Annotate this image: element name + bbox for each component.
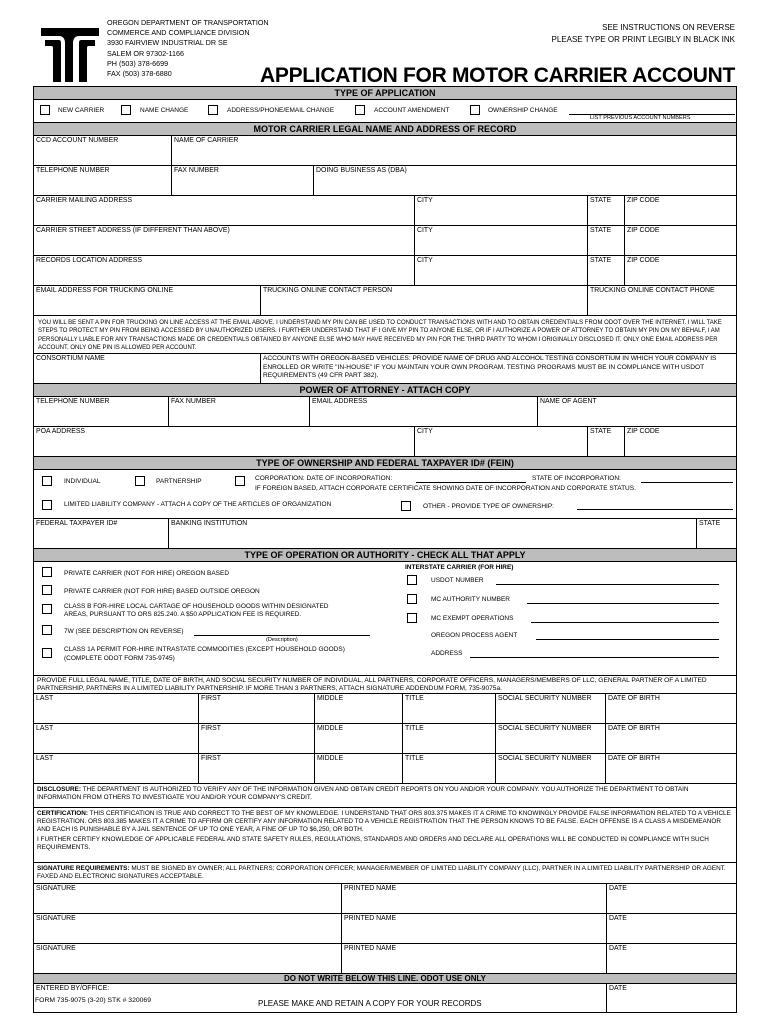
- agency-line: 3930 FAIRVIEW INDUSTRIAL DR SE: [107, 38, 228, 48]
- section-ownership: TYPE OF OWNERSHIP AND FEDERAL TAXPAYER ID# (FEIN): [34, 457, 736, 470]
- certification-paragraph: [37, 810, 733, 835]
- form-row: [34, 519, 736, 549]
- printed-name-field[interactable]: PRINTED NAME: [342, 884, 607, 913]
- carrier-name-field[interactable]: NAME OF CARRIER: [174, 137, 239, 144]
- section-legal-name: MOTOR CARRIER LEGAL NAME AND ADDRESS OF RECORD: [34, 123, 736, 136]
- poa-state-field[interactable]: STATE: [588, 427, 625, 456]
- ownership-change-label: OWNERSHIP CHANGE: [488, 107, 558, 114]
- form-row: [34, 166, 736, 196]
- mc-authority-checkbox[interactable]: [407, 594, 417, 604]
- officer-middle-field[interactable]: MIDDLE: [315, 694, 403, 723]
- poa-telephone-field[interactable]: TELEPHONE NUMBER: [34, 397, 169, 426]
- class-b-checkbox[interactable]: [42, 604, 52, 614]
- officer-ssn-field[interactable]: SOCIAL SECURITY NUMBER: [496, 724, 606, 753]
- mc-exempt-line[interactable]: [531, 622, 719, 623]
- foreign-note: IF FOREIGN BASED, ATTACH CORPORATE CERTIFICATE SHOWING DATE OF INCORPORATION AND CORPORATE STATUS.: [255, 485, 636, 492]
- page-title: APPLICATION FOR MOTOR CARRIER ACCOUNT: [260, 64, 735, 87]
- partnership-label: PARTNERSHIP: [156, 478, 202, 485]
- poa-address-field[interactable]: POA ADDRESS: [34, 427, 415, 456]
- certification-label: CERTIFICATION:: [37, 810, 88, 817]
- fein-field[interactable]: FEDERAL TAXPAYER ID#: [34, 519, 169, 548]
- new-carrier-checkbox[interactable]: [40, 105, 50, 115]
- private-outside-label: PRIVATE CARRIER (NOT FOR HIRE) BASED OUTSIDE OREGON: [64, 588, 260, 595]
- officer-last-field[interactable]: LAST: [34, 754, 199, 783]
- name-change-checkbox[interactable]: [121, 105, 131, 115]
- form-row: [34, 136, 736, 166]
- dba-field[interactable]: DOING BUSINESS AS (DBA): [316, 167, 407, 174]
- signature-date-field[interactable]: DATE: [609, 945, 627, 952]
- officer-row: [34, 754, 736, 784]
- street-city-field[interactable]: CITY: [415, 226, 588, 255]
- signature-date-field[interactable]: DATE: [609, 885, 627, 892]
- form-row: [34, 226, 736, 256]
- officer-dob-field[interactable]: DATE OF BIRTH: [608, 695, 660, 702]
- other-ownership-label: OTHER - PROVIDE TYPE OF OWNERSHIP:: [423, 503, 554, 510]
- agency-line: PH (503) 378-6699: [107, 58, 169, 68]
- telephone-field[interactable]: TELEPHONE NUMBER: [34, 166, 172, 195]
- poa-fax-field[interactable]: FAX NUMBER: [169, 397, 310, 426]
- signature-requirements-text: MUST BE SIGNED BY OWNER; ALL PARTNERS; CORPORATION OFFICER; MANAGER/MEMBER OF LIMITED LIABILITY COMPANY (LLC), PARTNER IN A LIMITED LIABILITY PARTNERSHIP OR AGENT. FAXED AND ELECTRONIC SIGNATURES ACCEPTABLE.: [37, 865, 726, 881]
- form-row: [34, 256, 736, 286]
- section-type-of-application: TYPE OF APPLICATION: [34, 87, 736, 100]
- class-b-label-1: CLASS B FOR-HIRE LOCAL CARTAGE OF HOUSEHOLD GOODS WITHIN DESIGNATED: [64, 603, 329, 610]
- records-zip-field[interactable]: ZIP CODE: [627, 257, 660, 264]
- signature-field[interactable]: SIGNATURE: [34, 884, 342, 913]
- officer-first-field[interactable]: FIRST: [199, 694, 315, 723]
- poa-email-field[interactable]: EMAIL ADDRESS: [310, 397, 538, 426]
- ccd-account-field[interactable]: CCD ACCOUNT NUMBER: [34, 136, 172, 165]
- usdot-label: USDOT NUMBER: [431, 577, 484, 584]
- name-change-label: NAME CHANGE: [140, 107, 189, 114]
- individual-label: INDIVIDUAL: [64, 478, 101, 485]
- agency-line: COMMERCE AND COMPLIANCE DIVISION: [107, 28, 250, 38]
- instructions-line: SEE INSTRUCTIONS ON REVERSE: [602, 23, 735, 32]
- partnership-checkbox[interactable]: [135, 476, 145, 486]
- signature-requirements: [34, 863, 736, 883]
- mc-authority-line[interactable]: [527, 603, 719, 604]
- form-number: FORM 735-9075 (3-20) STK # 320069: [35, 997, 151, 1004]
- officer-title-field[interactable]: TITLE: [403, 754, 496, 783]
- officer-dob-field[interactable]: DATE OF BIRTH: [608, 725, 660, 732]
- mailing-zip-field[interactable]: ZIP CODE: [627, 197, 660, 204]
- private-outside-checkbox[interactable]: [42, 585, 52, 595]
- contact-phone-field[interactable]: TRUCKING ONLINE CONTACT PHONE: [590, 287, 715, 294]
- seven-w-checkbox[interactable]: [42, 625, 52, 635]
- banking-institution-field[interactable]: BANKING INSTITUTION: [169, 519, 697, 548]
- class-1a-label-2: (COMPLETE ODOT FORM 735-9745): [64, 655, 175, 662]
- application-form: [33, 86, 737, 1013]
- mc-authority-label: MC AUTHORITY NUMBER: [431, 596, 510, 603]
- officer-title-field[interactable]: TITLE: [403, 694, 496, 723]
- instructions: [552, 22, 735, 45]
- printed-name-field[interactable]: PRINTED NAME: [342, 914, 607, 943]
- officer-last-field[interactable]: LAST: [34, 724, 199, 753]
- officer-first-field[interactable]: FIRST: [199, 754, 315, 783]
- class-1a-label-1: CLASS 1A PERMIT FOR-HIRE INTRASTATE COMMODITIES (EXCEPT HOUSEHOLD GOODS): [64, 646, 345, 653]
- street-state-field[interactable]: STATE: [588, 226, 625, 255]
- previous-accounts-label: LIST PREVIOUS ACCOUNT NUMBERS: [590, 115, 691, 121]
- mailing-state-field[interactable]: STATE: [588, 196, 625, 225]
- records-address-field[interactable]: RECORDS LOCATION ADDRESS: [34, 256, 415, 285]
- fax-field[interactable]: FAX NUMBER: [172, 166, 314, 195]
- seven-w-description-line[interactable]: [194, 635, 370, 636]
- signature-field[interactable]: SIGNATURE: [34, 944, 342, 973]
- operation-options: [34, 562, 736, 676]
- signature-requirements-label: SIGNATURE REQUIREMENTS:: [37, 865, 130, 872]
- records-state-field[interactable]: STATE: [588, 256, 625, 285]
- ownership-options: [34, 470, 736, 519]
- section-power-of-attorney: POWER OF ATTORNEY - ATTACH COPY: [34, 384, 736, 397]
- disclosure-text: THE DEPARTMENT IS AUTHORIZED TO VERIFY ANY OF THE INFORMATION GIVEN AND OBTAIN CREDIT REPORTS ON YOU AND/OR YOUR COMPANY. YOU AUTHORIZE THE DEPARTMENT TO OBTAIN INFORMATION FROM OTHERS TO INVESTIGATE YOU AND/OR YOUR COMPANY'S CREDIT.: [37, 786, 689, 802]
- agency-line: FAX (503) 378-6880: [107, 69, 172, 79]
- llc-checkbox[interactable]: [42, 500, 52, 510]
- section-odot-only: DO NOT WRITE BELOW THIS LINE. ODOT USE ONLY: [34, 974, 736, 984]
- agency-line: OREGON DEPARTMENT OF TRANSPORTATION: [107, 18, 269, 27]
- agency-line: SALEM OR 97302-1166: [107, 48, 184, 58]
- street-address-field[interactable]: CARRIER STREET ADDRESS (IF DIFFERENT THAN ABOVE): [34, 226, 415, 255]
- officer-title-field[interactable]: TITLE: [403, 724, 496, 753]
- agency-address: [107, 18, 269, 79]
- process-agent-line[interactable]: [536, 639, 719, 640]
- incorporation-state-line[interactable]: [641, 482, 733, 483]
- mailing-address-field[interactable]: CARRIER MAILING ADDRESS: [34, 196, 415, 225]
- poa-zip-field[interactable]: ZIP CODE: [627, 428, 660, 435]
- ownership-change-checkbox[interactable]: [470, 105, 480, 115]
- address-change-checkbox[interactable]: [208, 105, 218, 115]
- odot-logo: [39, 26, 101, 84]
- other-ownership-checkbox[interactable]: [401, 501, 411, 511]
- corporation-checkbox[interactable]: [235, 476, 245, 486]
- mc-exempt-checkbox[interactable]: [407, 613, 417, 623]
- officer-row: [34, 693, 736, 724]
- disclosure: [34, 784, 736, 808]
- officer-last-field[interactable]: LAST: [34, 694, 199, 723]
- incorporation-state-label: STATE OF INCORPORATION:: [532, 475, 621, 482]
- certification-text-2: I FURTHER CERTIFY KNOWLEDGE OF APPLICABLE FEDERAL AND STATE SAFETY RULES, REGULATIONS, STANDARDS AND ORDERS AND DECLARE ALL OPERATIONS WILL BE CONDUCTED IN COMPLIANCE WITH SUCH REQUIREMENTS.: [37, 835, 709, 851]
- account-amendment-label: ACCOUNT AMENDMENT: [374, 107, 450, 114]
- form-row: [34, 286, 736, 316]
- signature-row: [34, 914, 736, 944]
- incorporation-date-line[interactable]: [416, 482, 526, 483]
- form-row: [34, 427, 736, 457]
- odot-date-field[interactable]: DATE: [609, 985, 627, 992]
- officer-middle-field[interactable]: MIDDLE: [315, 754, 403, 783]
- private-oregon-label: PRIVATE CARRIER (NOT FOR HIRE) OREGON BASED: [64, 570, 230, 577]
- officer-middle-field[interactable]: MIDDLE: [315, 724, 403, 753]
- usdot-checkbox[interactable]: [407, 575, 417, 585]
- contact-person-field[interactable]: TRUCKING ONLINE CONTACT PERSON: [261, 286, 588, 315]
- corporation-label: CORPORATION: DATE OF INCORPORATION:: [255, 475, 393, 482]
- mailing-city-field[interactable]: CITY: [415, 196, 588, 225]
- individual-checkbox[interactable]: [42, 476, 52, 486]
- disclosure-label: DISCLOSURE:: [37, 786, 82, 793]
- class-1a-checkbox[interactable]: [42, 648, 52, 658]
- certification-text: THIS CERTIFICATION IS TRUE AND CORRECT TO THE BEST OF MY KNOWLEDGE. I UNDERSTAND THAT ORS 803.375 MAKES IT A CRIME TO KNOWINGLY PROVIDE FALSE INFORMATION RELATED TO A VEHICLE REGISTRATION. ORS 803.385 MAKES IT A CRIME TO AFFIRM OR CERTIFY ANY INFORMATION RELATED TO A VEHICLE REGISTRATION THAT THE PERSON KNOWS TO BE FALSE. EACH OFFENSE IS A CLASS A MISDEMEANOR AND EACH IS PUNISHABLE BY A JAIL SENTENCE OF UP TO ONE YEAR, A FINE OF UP TO $6,250, OR BOTH.: [37, 810, 731, 834]
- email-field[interactable]: EMAIL ADDRESS FOR TRUCKING ONLINE: [34, 286, 261, 315]
- class-b-label-2: AREAS, PURSUANT TO ORS 825.240. A $50 APPLICATION FEE IS REQUIRED.: [64, 611, 302, 618]
- llc-label: LIMITED LIABILITY COMPANY - ATTACH A COPY OF THE ARTICLES OF ORGANIZATION: [64, 501, 332, 508]
- form-header: [33, 18, 737, 86]
- form-row: [34, 354, 736, 384]
- application-type-row: [34, 100, 736, 123]
- bank-state-field[interactable]: STATE: [699, 520, 721, 527]
- account-amendment-checkbox[interactable]: [355, 105, 365, 115]
- process-agent-label: OREGON PROCESS AGENT: [431, 632, 518, 639]
- street-zip-field[interactable]: ZIP CODE: [627, 227, 660, 234]
- retain-copy-note: PLEASE MAKE AND RETAIN A COPY FOR YOUR RECORDS: [258, 999, 482, 1008]
- signature-row: [34, 883, 736, 914]
- consortium-notice: ACCOUNTS WITH OREGON-BASED VEHICLES: PROVIDE NAME OF DRUG AND ALCOHOL TESTING CONSORTIUM IN WHICH YOUR COMPANY IS ENROLLED OR WRITE "IN-HOUSE" IF YOU MAINTAIN YOUR OWN PROGRAM. TESTING PROGRAMS MUST BE IN COMPLIANCE WITH USDOT REQUIREMENTS (49 CFR PART 382).: [263, 355, 717, 380]
- printed-name-field[interactable]: PRINTED NAME: [342, 944, 607, 973]
- seven-w-label: 7W (SEE DESCRIPTION ON REVERSE): [64, 628, 184, 635]
- form-row: [34, 196, 736, 226]
- private-oregon-checkbox[interactable]: [42, 567, 52, 577]
- address-change-label: ADDRESS/PHONE/EMAIL CHANGE: [227, 107, 335, 114]
- signature-row: [34, 944, 736, 974]
- pin-notice: YOU WILL BE SENT A PIN FOR TRUCKING ON LINE ACCESS AT THE EMAIL ABOVE. I UNDERSTAND MY PIN CAN BE USED TO CONDUCT TRANSACTIONS WITH AND TO OBTAIN CREDENTIALS FROM ODOT OVER THE INTERNET. I WILL TAKE STEPS TO PROTECT MY PIN FROM BEING ACCESSED BY UNAUTHORIZED USERS. I FURTHER UNDERSTAND THAT IF I GIVE MY PIN TO ANYONE ELSE, OR IF I AUTHORIZE A POWER OF ATTORNEY TO OBTAIN MY PIN ON MY BEHALF, I AM PERSONALLY LIABLE FOR ANY TRANSACTIONS MADE OR CREDENTIALS OBTAINED BY ANYONE ELSE WHO MAY HAVE RECEIVED MY PIN FOR THE THIRD PARTY TO WHOM I ORIGINALLY DISCLOSED IT. ONLY ONE EMAIL ADDRESS PER ACCOUNT. ONLY ONE PIN IS ALLOWED PER ACCOUNT.: [34, 316, 736, 354]
- agent-name-field[interactable]: NAME OF AGENT: [540, 398, 597, 405]
- interstate-heading: INTERSTATE CARRIER (FOR HIRE): [405, 564, 514, 571]
- officer-dob-field[interactable]: DATE OF BIRTH: [608, 755, 660, 762]
- entered-by-field[interactable]: ENTERED BY/OFFICE:: [34, 984, 607, 1012]
- signature-date-field[interactable]: DATE: [609, 915, 627, 922]
- form-row: [34, 397, 736, 427]
- usdot-line[interactable]: [496, 584, 719, 585]
- instructions-line: PLEASE TYPE OR PRINT LEGIBLY IN BLACK INK: [551, 34, 735, 44]
- consortium-field[interactable]: CONSORTIUM NAME: [34, 354, 261, 383]
- mc-exempt-label: MC EXEMPT OPERATIONS: [431, 615, 514, 622]
- officer-first-field[interactable]: FIRST: [199, 724, 315, 753]
- description-caption: (Description): [266, 637, 298, 643]
- officer-ssn-field[interactable]: SOCIAL SECURITY NUMBER: [496, 694, 606, 723]
- poa-city-field[interactable]: CITY: [415, 427, 588, 456]
- new-carrier-label: NEW CARRIER: [58, 107, 105, 114]
- certification: [34, 808, 736, 863]
- process-address-label: ADDRESS: [431, 650, 463, 657]
- process-address-line[interactable]: [470, 657, 719, 658]
- other-ownership-line[interactable]: [577, 509, 733, 510]
- officer-ssn-field[interactable]: SOCIAL SECURITY NUMBER: [496, 754, 606, 783]
- officer-row: [34, 724, 736, 754]
- records-city-field[interactable]: CITY: [415, 256, 588, 285]
- signature-field[interactable]: SIGNATURE: [34, 914, 342, 943]
- officers-instructions: PROVIDE FULL LEGAL NAME, TITLE, DATE OF BIRTH, AND SOCIAL SECURITY NUMBER OF INDIVIDUAL, ALL PARTNERS, CORPORATE OFFICERS, MANAGERS/MEMBERS OF LLC, GENERAL PARTNER OF A LIMITED PARTNERSHIP, PARTNERS IN A LIMITED LIABILITY PARTNERSHIP. IF MORE THAN 3 PARTNERS, ATTACH SIGNATURE ADDENDUM FORM, 735-9075a.: [37, 677, 707, 693]
- section-operation: TYPE OF OPERATION OR AUTHORITY - CHECK ALL THAT APPLY: [34, 549, 736, 562]
